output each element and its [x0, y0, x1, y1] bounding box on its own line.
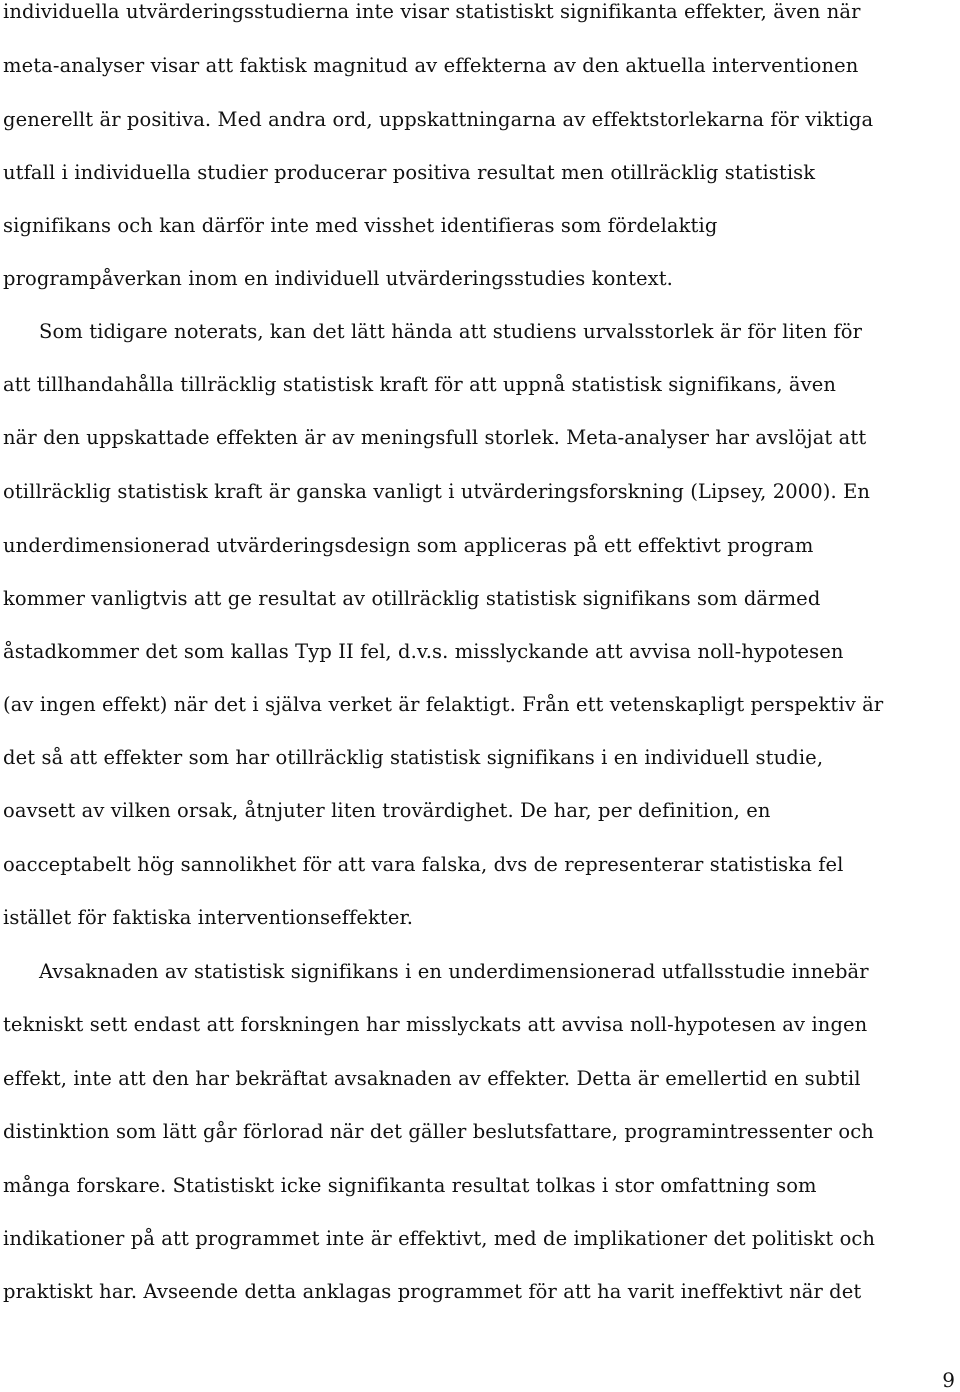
text-line: åstadkommer det som kallas Typ II fel, d.v.s. misslyckande att avvisa noll-hypotesen [3, 640, 844, 663]
paragraph-first-line: Som tidigare noterats, kan det lätt hända att studiens urvalsstorlek är för liten för [39, 320, 863, 343]
text-line: programpåverkan inom en individuell utvärderingsstudies kontext. [3, 267, 673, 290]
text-line: otillräcklig statistisk kraft är ganska vanligt i utvärderingsforskning (Lipsey, 2000). En [3, 480, 871, 503]
text-line: oacceptabelt hög sannolikhet för att vara falska, dvs de representerar statistiska fel [3, 853, 844, 876]
text-line: generellt är positiva. Med andra ord, uppskattningarna av effektstorlekarna för viktiga [3, 108, 874, 131]
text-line: underdimensionerad utvärderingsdesign som appliceras på ett effektivt program [3, 534, 814, 557]
text-line: tekniskt sett endast att forskningen har misslyckats att avvisa noll-hypotesen av ingen [3, 1013, 868, 1036]
page-number: 9 [942, 1368, 955, 1392]
paragraph-first-line: Avsaknaden av statistisk signifikans i en underdimensionerad utfallsstudie innebär [39, 960, 869, 983]
text-line: många forskare. Statistiskt icke signifikanta resultat tolkas i stor omfattning som [3, 1174, 817, 1197]
text-line: det så att effekter som har otillräcklig statistisk signifikans i en individuell studie, [3, 746, 824, 769]
text-line: distinktion som lätt går förlorad när det gäller beslutsfattare, programintressenter och [3, 1120, 874, 1143]
text-line: effekt, inte att den har bekräftat avsaknaden av effekter. Detta är emellertid en subtil [3, 1067, 861, 1090]
text-line: när den uppskattade effekten är av meningsfull storlek. Meta-analyser har avslöjat att [3, 426, 867, 449]
text-line: oavsett av vilken orsak, åtnjuter liten trovärdighet. De har, per definition, en [3, 799, 771, 822]
text-line: meta-analyser visar att faktisk magnitud av effekterna av den aktuella interventionen [3, 54, 859, 77]
text-line: kommer vanligtvis att ge resultat av otillräcklig statistisk signifikans som därmed [3, 587, 821, 610]
text-line: (av ingen effekt) när det i själva verket är felaktigt. Från ett vetenskapligt perspektiv är [3, 693, 884, 716]
text-line: individuella utvärderingsstudierna inte visar statistiskt signifikanta effekter, även när [3, 0, 861, 23]
text-line: utfall i individuella studier producerar positiva resultat men otillräcklig statistisk [3, 161, 816, 184]
text-line: indikationer på att programmet inte är effektivt, med de implikationer det politiskt och [3, 1227, 876, 1250]
text-line: istället för faktiska interventionseffekter. [3, 906, 414, 929]
text-line: signifikans och kan därför inte med visshet identifieras som fördelaktig [3, 214, 718, 237]
text-line: praktiskt har. Avseende detta anklagas programmet för att ha varit ineffektivt när det [3, 1280, 862, 1303]
text-line: att tillhandahålla tillräcklig statistisk kraft för att uppnå statistisk signifikans, även [3, 373, 837, 396]
